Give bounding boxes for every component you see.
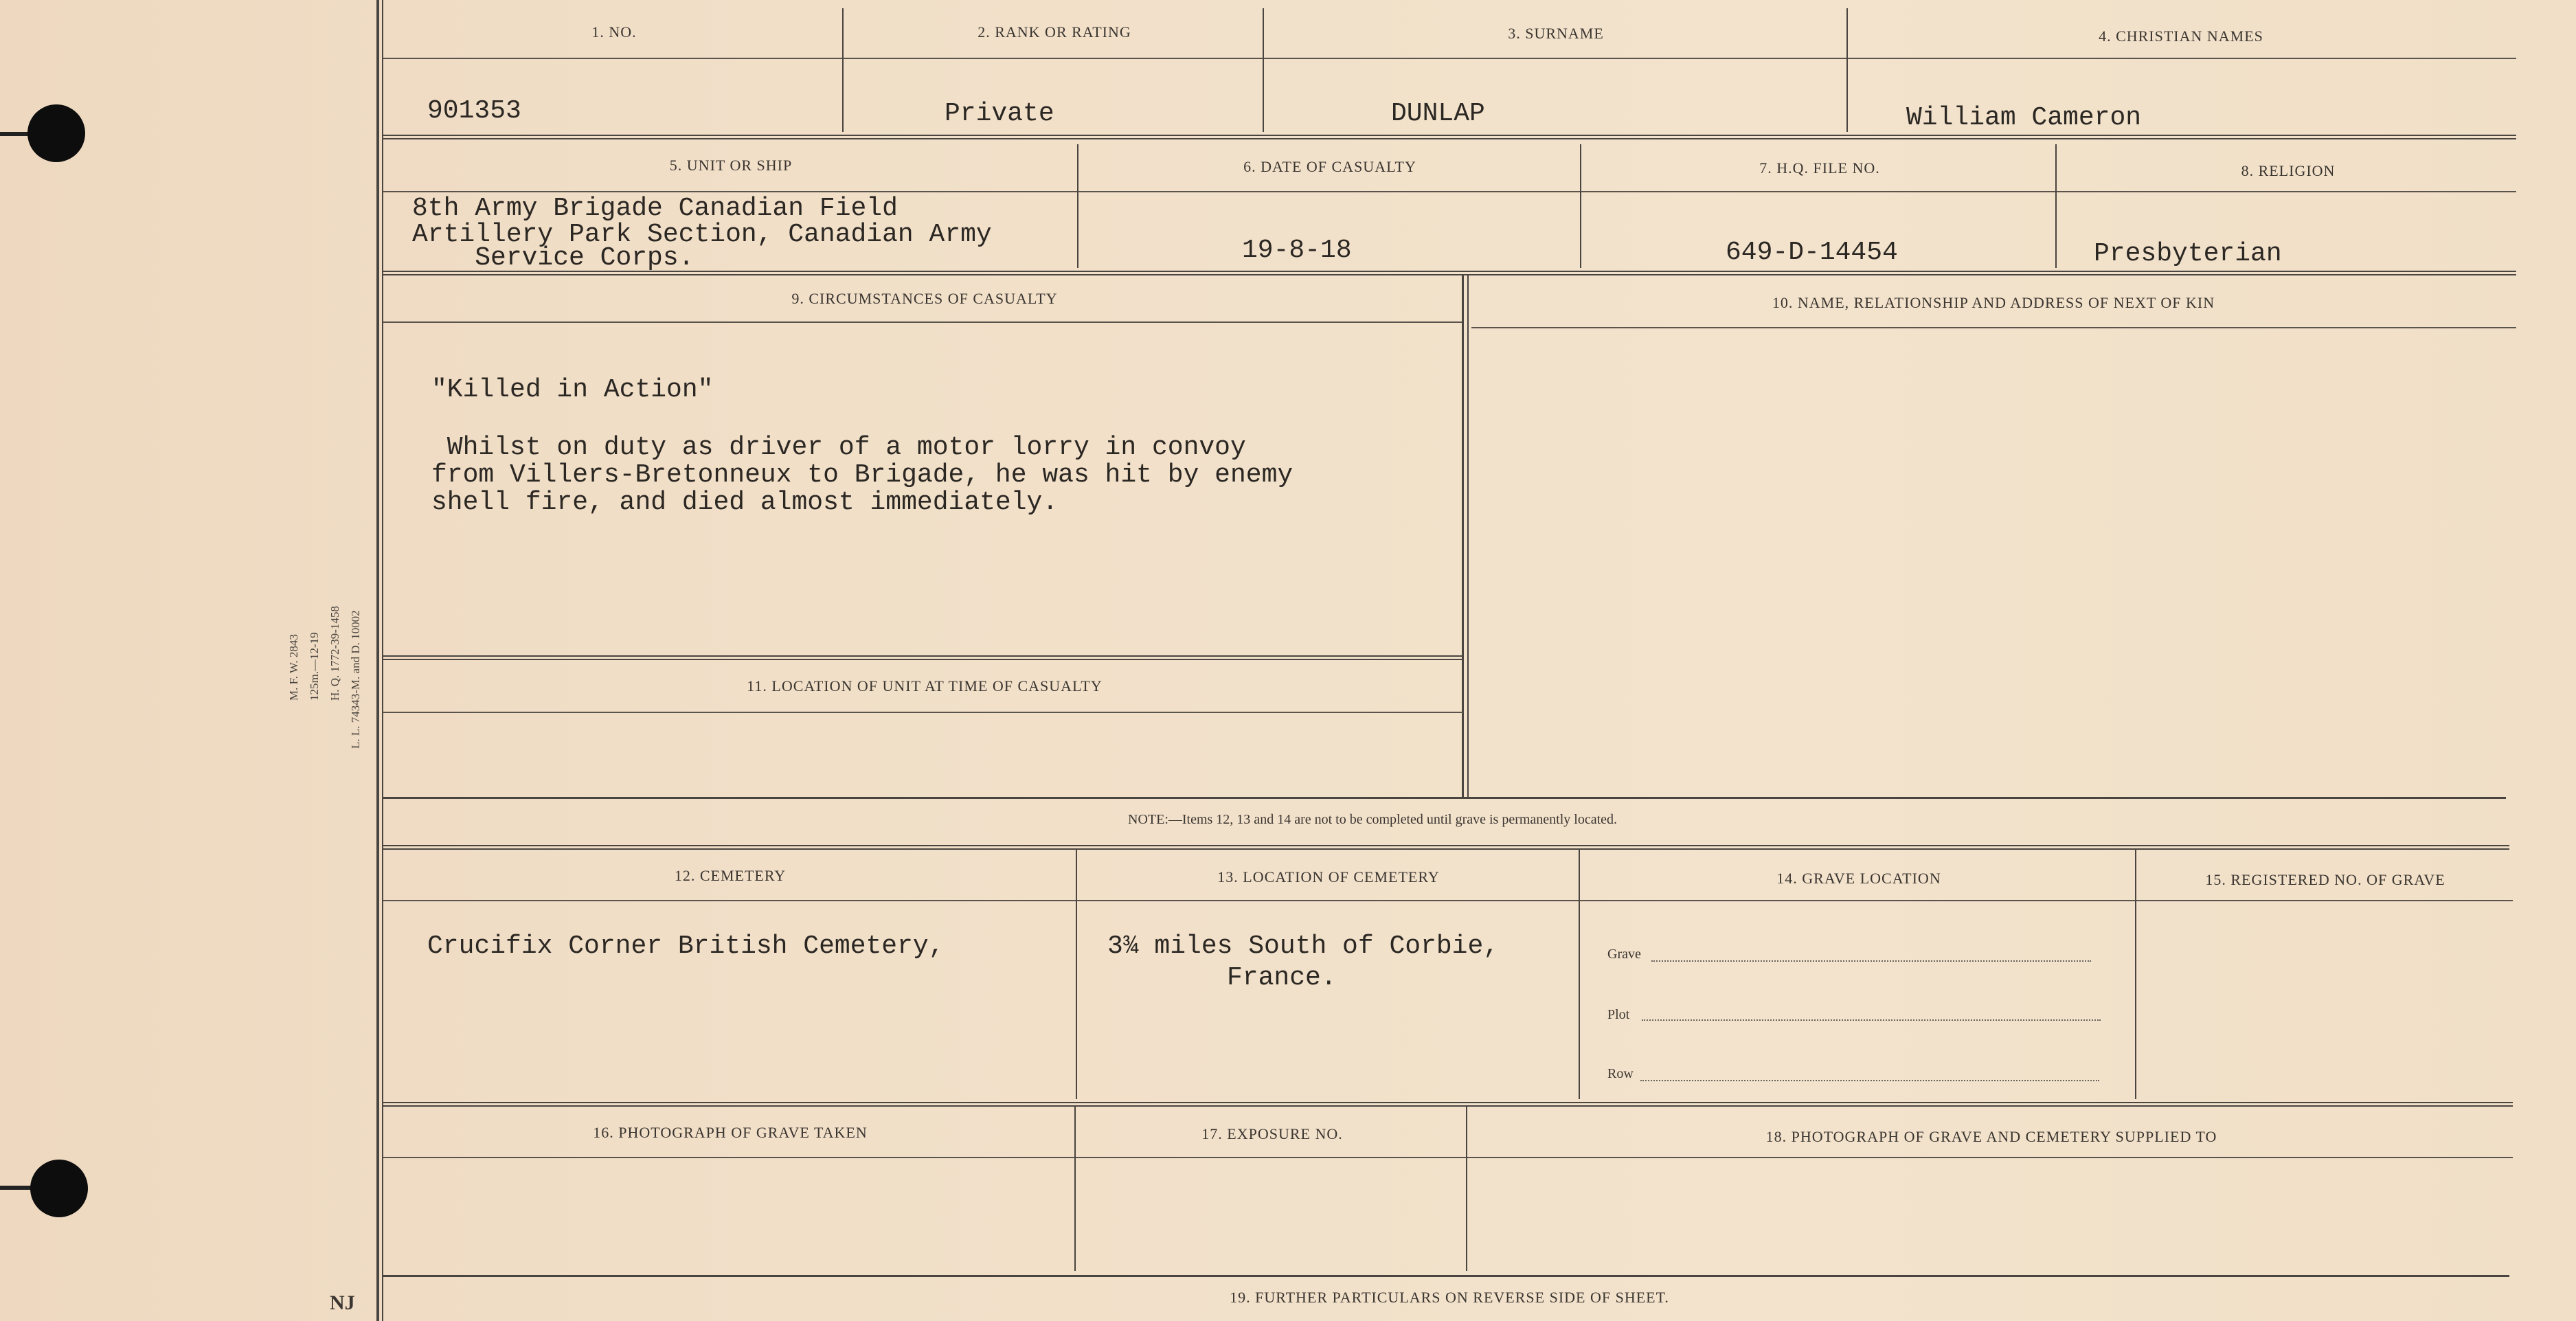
hole-stub-bottom — [0, 1186, 34, 1190]
div-2-3 — [1263, 8, 1264, 132]
note-bottom — [383, 845, 2509, 850]
grave-dotted-line — [1651, 959, 2091, 962]
ll-reference: L. L. 74343-M. and D. 10002 — [349, 610, 362, 749]
value-hq-file: 649-D-14454 — [1726, 238, 1898, 267]
div-5-6 — [1077, 144, 1078, 268]
row1-bottom — [383, 135, 2516, 139]
value-christian-names: William Cameron — [1906, 103, 2142, 133]
value-unit-line-2: Artillery Park Section, Canadian Army — [412, 220, 992, 249]
value-cemetery-location-line-1: 3¾ miles South of Corbie, — [1107, 932, 1500, 961]
value-cemetery: Crucifix Corner British Cemetery, — [427, 932, 945, 961]
form-number: M. F. W. 2843 — [287, 634, 300, 701]
div-3-4 — [1846, 8, 1848, 132]
div-9-10 — [1462, 275, 1464, 797]
label-cemetery-location: 13. LOCATION OF CEMETERY — [1217, 868, 1440, 885]
row5-label-line — [383, 1157, 2513, 1158]
punch-hole-bottom — [30, 1160, 88, 1217]
div-17-18 — [1466, 1106, 1467, 1271]
punch-hole-top — [27, 104, 85, 162]
label-photo-taken: 16. PHOTOGRAPH OF GRAVE TAKEN — [593, 1124, 868, 1141]
value-circumstances-heading: "Killed in Action" — [431, 375, 714, 405]
value-rank: Private — [945, 99, 1054, 128]
grave-label: Grave — [1607, 947, 1641, 962]
label-surname: 3. SURNAME — [1508, 25, 1604, 42]
value-circumstances-line-1: Whilst on duty as driver of a motor lorry in convoy — [431, 433, 1246, 462]
div-9-10-inner — [1467, 275, 1469, 797]
value-religion: Presbyterian — [2094, 239, 2282, 269]
div-7-8 — [2055, 144, 2057, 268]
label-location-unit: 11. LOCATION OF UNIT AT TIME OF CASUALTY — [747, 677, 1103, 695]
div-1-2 — [842, 8, 844, 132]
row1-label-line — [383, 58, 2516, 59]
row2-bottom — [383, 271, 2516, 275]
label-date: 6. DATE OF CASUALTY — [1243, 158, 1416, 175]
label-no: 1. NO. — [591, 23, 637, 41]
label-exposure: 17. EXPOSURE NO. — [1201, 1125, 1343, 1142]
row4-bottom — [383, 1102, 2513, 1107]
row-label: Row — [1607, 1066, 1634, 1081]
label-rank: 2. RANK OR RATING — [978, 23, 1131, 41]
loc-label-line — [383, 712, 1463, 713]
label-hq-file: 7. H.Q. FILE NO. — [1759, 159, 1880, 177]
label-next-of-kin: 10. NAME, RELATIONSHIP AND ADDRESS OF NEXT OF KIN — [1772, 294, 2215, 311]
note-text: NOTE:—Items 12, 13 and 14 are not to be completed until grave is permanently located. — [1128, 812, 1618, 827]
value-cemetery-location-line-2: France. — [1227, 963, 1337, 993]
label-registered-no: 15. REGISTERED NO. OF GRAVE — [2205, 871, 2445, 888]
label-circumstances: 9. CIRCUMSTANCES OF CASUALTY — [791, 290, 1058, 307]
value-date: 19-8-18 — [1242, 236, 1352, 265]
row-dotted-line — [1640, 1079, 2099, 1081]
label-christian-names: 4. CHRISTIAN NAMES — [2099, 27, 2263, 45]
row5-bottom — [383, 1275, 2509, 1277]
label-grave-location: 14. GRAVE LOCATION — [1776, 870, 1941, 887]
kin-label-line — [1471, 327, 2516, 328]
label-religion: 8. RELIGION — [2241, 162, 2336, 179]
value-unit-line-3: Service Corps. — [412, 243, 694, 273]
value-surname: DUNLAP — [1391, 99, 1485, 128]
value-unit-line-1: 8th Army Brigade Canadian Field — [412, 194, 898, 223]
row2-label-line — [383, 191, 2516, 192]
row4-label-line — [383, 900, 2513, 901]
div-6-7 — [1580, 144, 1581, 268]
circ-label-line — [383, 321, 1463, 323]
label-cemetery: 12. CEMETERY — [674, 867, 787, 884]
div-14-15 — [2135, 849, 2136, 1099]
label-further-particulars: 19. FURTHER PARTICULARS ON REVERSE SIDE OF SHEET. — [1230, 1289, 1669, 1306]
plot-label: Plot — [1607, 1007, 1630, 1022]
value-circumstances-line-2: from Villers-Bretonneux to Brigade, he was hit by enemy — [431, 460, 1293, 490]
print-run: 125m.—12-19 — [308, 632, 321, 701]
div-12-13 — [1076, 849, 1077, 1099]
left-border — [376, 0, 379, 1321]
row3-bottom — [383, 797, 2506, 799]
label-unit: 5. UNIT OR SHIP — [669, 157, 793, 174]
value-circumstances-line-3: shell fire, and died almost immediately. — [431, 488, 1059, 517]
plot-dotted-line — [1642, 1018, 2101, 1021]
div-16-17 — [1074, 1106, 1076, 1271]
value-no: 901353 — [427, 96, 521, 126]
circ-bottom — [383, 655, 1463, 660]
label-photo-supplied: 18. PHOTOGRAPH OF GRAVE AND CEMETERY SUPPLIED TO — [1765, 1128, 2217, 1145]
div-13-14 — [1579, 849, 1580, 1099]
hq-reference: H. Q. 1772-39-1458 — [328, 606, 341, 701]
left-border-inner — [382, 0, 383, 1321]
clerk-initials: NJ — [330, 1291, 355, 1314]
